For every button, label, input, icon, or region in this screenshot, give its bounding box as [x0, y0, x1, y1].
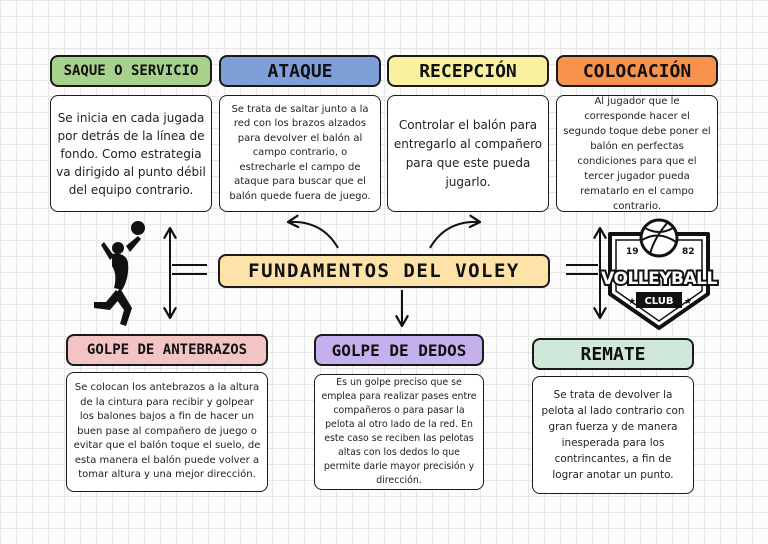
svg-text:★: ★ — [628, 297, 637, 307]
logo-year-right: 82 — [682, 247, 695, 257]
card-antebrazos — [66, 372, 268, 492]
logo-word: VOLLEYBALL — [601, 269, 717, 289]
card-remate — [532, 376, 694, 494]
card-colocacion — [556, 95, 718, 212]
card-saque — [50, 95, 212, 212]
volleyball-player-icon — [86, 216, 166, 336]
text-recepcion: Controlar el balón para entregarlo al compañero para que este pueda jugarlo. — [393, 117, 543, 189]
title-antebrazos: GOLPE DE ANTEBRAZOS — [66, 334, 268, 366]
card-recepcion — [387, 95, 549, 212]
ball-icon — [131, 221, 145, 235]
text-colocacion: Al jugador que le corresponde hacer el segundo toque debe poner el balón en perfectas condiciones para que el tercer jugador pueda rematarlo en el campo contrario. — [563, 95, 711, 212]
title-remate: REMATE — [532, 338, 694, 370]
title-saque: SAQUE O SERVICIO — [50, 55, 212, 87]
svg-text:★: ★ — [684, 297, 693, 307]
text-antebrazos: Se colocan los antebrazos a la altura de la cintura para recibir y golpear los balones bajos a fin de hacer un buen pase al compañero de juego o evitar que el balón toque el suelo, de esta manera el balón puede volver a tomar altura y una mejor dirección. — [73, 382, 261, 481]
text-dedos: Es un golpe preciso que se emplea para realizar pases entre compañeros o para pasar la pelota al otro lado de la red. En este caso se reciben las pelotas altas con los dedos lo que permite darle mayor precisión y dirección. — [321, 377, 477, 486]
volleyball-club-logo — [598, 212, 720, 334]
logo-year-left: 19 — [626, 247, 639, 257]
title-dedos: GOLPE DE DEDOS — [314, 334, 484, 366]
arrow-to-recepcion — [430, 222, 480, 248]
text-saque: Se inicia en cada jugada por detrás de la línea de fondo. Como estrategia va dirigido al punto débil del equipo contrario. — [56, 110, 206, 197]
arrow-to-ataque — [288, 222, 338, 248]
title-ataque: ATAQUE — [219, 55, 381, 87]
logo-club: CLUB — [644, 296, 674, 307]
card-ataque — [219, 95, 381, 212]
central-title: FUNDAMENTOS DEL VOLEY — [218, 254, 550, 288]
card-dedos — [314, 374, 484, 490]
text-remate: Se trata de devolver la pelota al lado contrario con gran fuerza y de manera inesperada para los contrincantes, a fin de lograr anotar un punto. — [541, 389, 685, 481]
title-colocacion: COLOCACIÓN — [556, 55, 718, 87]
text-ataque: Se trata de saltar junto a la red con los brazos alzados para devolver el balón al campo contrario, o estrecharle el campo de ataque para buscar que el balón quede fuera de juego. — [229, 103, 371, 202]
title-recepcion: RECEPCIÓN — [387, 55, 549, 87]
